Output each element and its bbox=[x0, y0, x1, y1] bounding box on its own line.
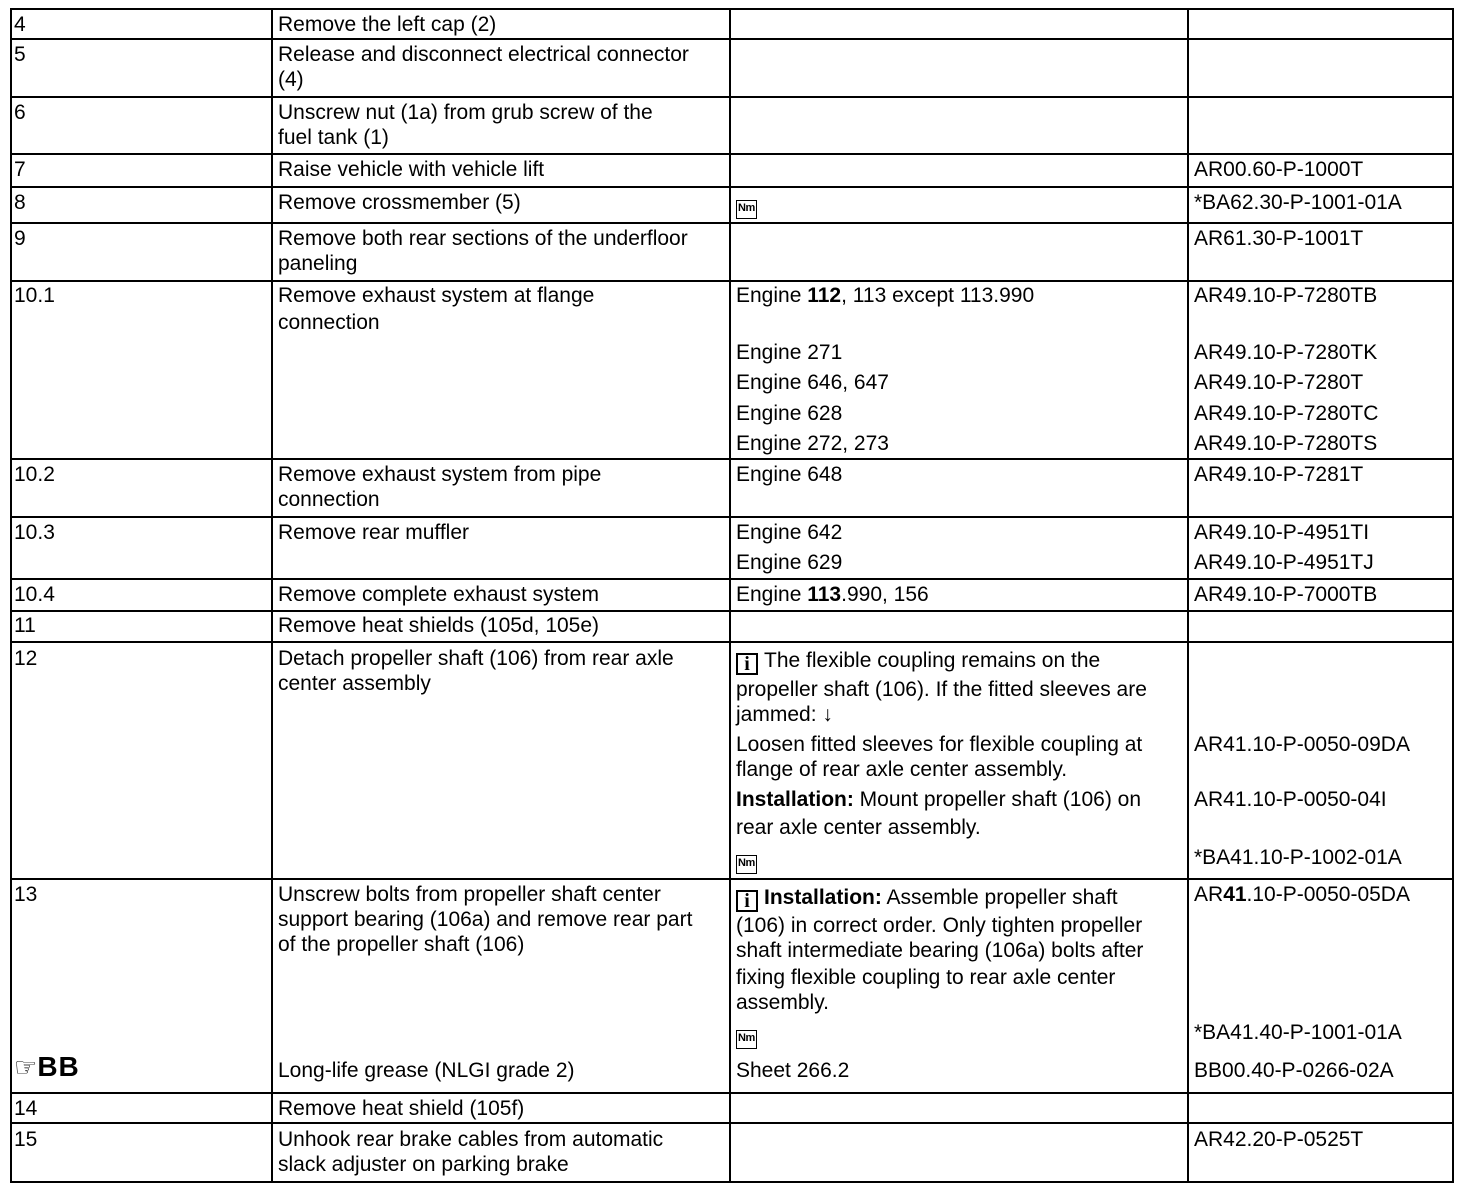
step-number: 10.2 bbox=[14, 463, 55, 486]
step-action-cont: connection bbox=[278, 488, 380, 511]
torque-nm-icon[interactable]: Nm bbox=[736, 855, 757, 874]
arrow-down-icon: ↓ bbox=[822, 703, 833, 726]
row-divider bbox=[10, 280, 1454, 282]
doc-reference-link[interactable]: *BA41.40-P-1001-01A bbox=[1194, 1021, 1402, 1044]
doc-reference-link[interactable]: AR49.10-P-4951TI bbox=[1194, 521, 1370, 544]
step-action: Remove heat shield (105f) bbox=[278, 1097, 525, 1120]
torque-nm-icon[interactable]: Nm bbox=[736, 1030, 757, 1049]
column-divider bbox=[271, 8, 273, 1182]
engine-condition: Engine 628 bbox=[736, 402, 843, 425]
info-note-cont: jammed: ↓ bbox=[736, 703, 833, 726]
substep-text: Loosen fitted sleeves for flexible coupling at bbox=[736, 733, 1143, 756]
doc-reference-link[interactable]: AR00.60-P-1000T bbox=[1194, 158, 1364, 181]
engine-condition: Engine 646, 647 bbox=[736, 371, 889, 394]
row-divider bbox=[10, 1122, 1454, 1124]
bb-label: BB bbox=[37, 1051, 80, 1082]
installation-note-cont: assembly. bbox=[736, 991, 829, 1014]
installation-note-cont: (106) in correct order. Only tighten propeller bbox=[736, 914, 1143, 937]
step-action: Unhook rear brake cables from automatic bbox=[278, 1128, 664, 1151]
pointing-hand-icon: ☞ bbox=[14, 1052, 38, 1082]
step-number: 5 bbox=[14, 43, 26, 66]
doc-reference-link[interactable]: AR49.10-P-7280T bbox=[1194, 371, 1364, 394]
step-action-cont: of the propeller shaft (106) bbox=[278, 933, 525, 956]
column-divider bbox=[729, 8, 731, 1182]
row-divider bbox=[10, 222, 1454, 224]
row-divider bbox=[10, 153, 1454, 155]
doc-reference-link[interactable]: AR49.10-P-7280TK bbox=[1194, 341, 1378, 364]
info-icon[interactable]: i bbox=[736, 890, 758, 912]
step-action: Remove exhaust system from pipe bbox=[278, 463, 602, 486]
row-divider bbox=[10, 186, 1454, 188]
step-number: 8 bbox=[14, 191, 26, 214]
torque-nm-icon[interactable]: Nm bbox=[736, 200, 757, 219]
step-action: Remove rear muffler bbox=[278, 521, 470, 544]
step-number: 10.1 bbox=[14, 284, 55, 307]
row-divider bbox=[10, 878, 1454, 880]
engine-condition: Engine 112, 113 except 113.990 bbox=[736, 284, 1035, 307]
row-divider bbox=[10, 578, 1454, 580]
step-action-cont: paneling bbox=[278, 252, 358, 275]
row-divider bbox=[10, 1092, 1454, 1094]
doc-reference-link[interactable]: AR61.30-P-1001T bbox=[1194, 227, 1364, 250]
step-action-cont: slack adjuster on parking brake bbox=[278, 1153, 569, 1176]
step-action: Remove crossmember (5) bbox=[278, 191, 521, 214]
doc-reference-link[interactable]: AR41.10-P-0050-05DA bbox=[1194, 883, 1410, 906]
step-number: 13 bbox=[14, 883, 38, 906]
doc-reference-link[interactable]: AR42.20-P-0525T bbox=[1194, 1128, 1364, 1151]
row-divider bbox=[10, 458, 1454, 460]
step-action: Detach propeller shaft (106) from rear axle bbox=[278, 647, 674, 670]
row-divider bbox=[10, 38, 1454, 40]
doc-reference-link[interactable]: AR49.10-P-7281T bbox=[1194, 463, 1364, 486]
doc-reference-link[interactable]: AR49.10-P-7280TS bbox=[1194, 432, 1378, 455]
row-divider bbox=[10, 641, 1454, 643]
step-action: Raise vehicle with vehicle lift bbox=[278, 158, 545, 181]
step-action-cont: fuel tank (1) bbox=[278, 126, 389, 149]
table-border-bottom bbox=[10, 1181, 1454, 1183]
step-action: Remove complete exhaust system bbox=[278, 583, 599, 606]
table-border-right bbox=[1452, 8, 1454, 1182]
substep-text-cont: flange of rear axle center assembly. bbox=[736, 758, 1068, 781]
doc-reference-link[interactable]: AR49.10-P-7000TB bbox=[1194, 583, 1378, 606]
step-number: 4 bbox=[14, 13, 26, 36]
step-action: Remove exhaust system at flange bbox=[278, 284, 595, 307]
installation-note: i Installation: Assemble propeller shaft bbox=[736, 886, 1118, 912]
lubricant-text: Long-life grease (NLGI grade 2) bbox=[278, 1059, 575, 1082]
step-number: 11 bbox=[14, 614, 36, 637]
engine-condition: Engine 271 bbox=[736, 341, 843, 364]
doc-reference-link[interactable]: AR41.10-P-0050-04I bbox=[1194, 788, 1387, 811]
doc-reference-link[interactable]: AR49.10-P-4951TJ bbox=[1194, 551, 1374, 574]
step-action: Remove the left cap (2) bbox=[278, 13, 497, 36]
step-action: Remove heat shields (105d, 105e) bbox=[278, 614, 600, 637]
step-action-cont: connection bbox=[278, 311, 380, 334]
step-action: Unscrew nut (1a) from grub screw of the bbox=[278, 101, 653, 124]
engine-condition: Engine 642 bbox=[736, 521, 843, 544]
step-number: 7 bbox=[14, 158, 26, 181]
info-note: i The flexible coupling remains on the bbox=[736, 649, 1100, 675]
doc-reference-link[interactable]: AR49.10-P-7280TC bbox=[1194, 402, 1379, 425]
step-action-cont: (4) bbox=[278, 68, 304, 91]
step-action: Unscrew bolts from propeller shaft center bbox=[278, 883, 661, 906]
step-number: 15 bbox=[14, 1128, 38, 1151]
installation-note: Installation: Mount propeller shaft (106) on bbox=[736, 788, 1142, 811]
step-number: 10.3 bbox=[14, 521, 55, 544]
installation-note-cont: rear axle center assembly. bbox=[736, 816, 981, 839]
step-number: 6 bbox=[14, 101, 26, 124]
sheet-reference: Sheet 266.2 bbox=[736, 1059, 850, 1082]
step-number: 9 bbox=[14, 227, 26, 250]
doc-reference-link[interactable]: *BA41.10-P-1002-01A bbox=[1194, 846, 1402, 869]
step-action-cont: center assembly bbox=[278, 672, 431, 695]
row-divider bbox=[10, 96, 1454, 98]
table-border-left bbox=[10, 8, 12, 1182]
info-icon[interactable]: i bbox=[736, 653, 758, 675]
step-number: 14 bbox=[14, 1097, 38, 1120]
column-divider bbox=[1187, 8, 1189, 1182]
bb-lubricant-marker bbox=[14, 1051, 80, 1082]
info-note-cont: propeller shaft (106). If the fitted sleeves are bbox=[736, 678, 1147, 701]
doc-reference-link[interactable]: AR49.10-P-7280TB bbox=[1194, 284, 1378, 307]
step-action-cont: support bearing (106a) and remove rear part bbox=[278, 908, 693, 931]
doc-reference-link[interactable]: *BA62.30-P-1001-01A bbox=[1194, 191, 1402, 214]
step-number: 12 bbox=[14, 647, 38, 670]
engine-condition: Engine 648 bbox=[736, 463, 843, 486]
doc-reference-link[interactable]: BB00.40-P-0266-02A bbox=[1194, 1059, 1394, 1082]
row-divider bbox=[10, 610, 1454, 612]
engine-condition: Engine 629 bbox=[736, 551, 843, 574]
step-action: Remove both rear sections of the underfloor bbox=[278, 227, 688, 250]
row-divider bbox=[10, 8, 1454, 10]
step-number: 10.4 bbox=[14, 583, 55, 606]
doc-reference-link[interactable]: AR41.10-P-0050-09DA bbox=[1194, 733, 1410, 756]
row-divider bbox=[10, 516, 1454, 518]
engine-condition: Engine 272, 273 bbox=[736, 432, 889, 455]
engine-condition: Engine 113.990, 156 bbox=[736, 583, 929, 606]
step-action: Release and disconnect electrical connector bbox=[278, 43, 689, 66]
installation-note-cont: shaft intermediate bearing (106a) bolts after bbox=[736, 939, 1144, 962]
installation-note-cont: fixing flexible coupling to rear axle center bbox=[736, 966, 1116, 989]
